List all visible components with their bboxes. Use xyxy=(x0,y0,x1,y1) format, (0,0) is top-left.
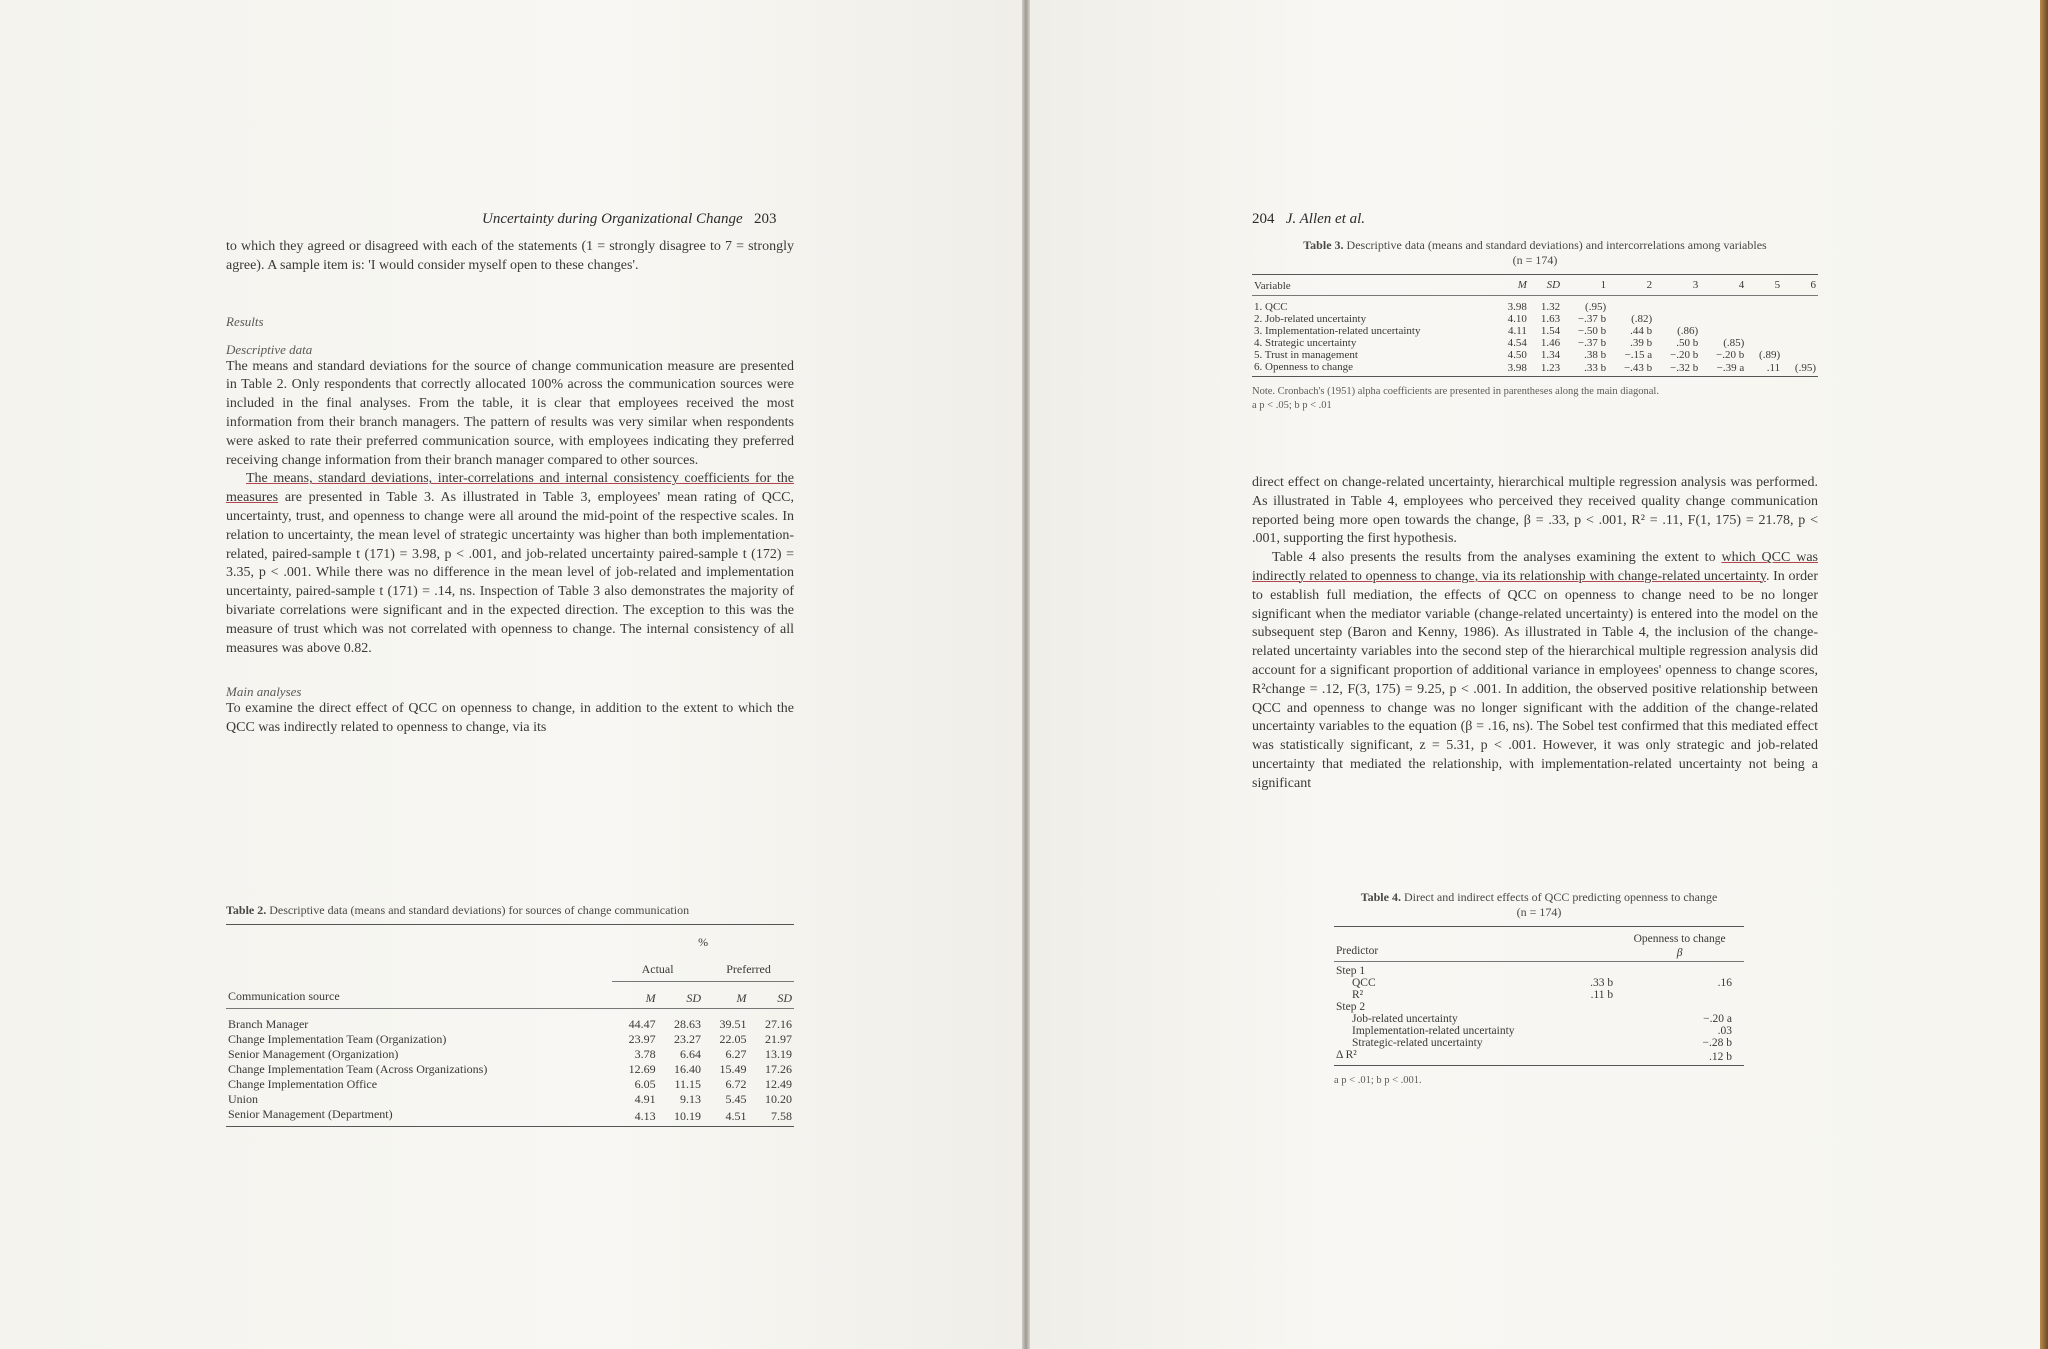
table-row: Job-related uncertainty −.20 a xyxy=(1352,1013,1732,1025)
descriptive-paragraph-2: The means, standard deviations, inter-correlations and internal consistency coefficients for the measures are presented in Table 3. As illustrated in Table 3, employees' mean rating of QCC, uncertainty, trust, and openness to change were all around the mid-point of the respective scales. In relation to uncertainty, the mean level of strategic uncertainty was higher than both implementation-related, paired-sample t (171) = 3.98, p < .001, and job-related uncertainty paired-sample t (172) = 3.35, p < .001. While there was no difference in the mean level of job-related and implementation uncertainty, paired-sample t (171) = .14, ns. Inspection of Table 3 also demonstrates the majority of bivariate correlations were significant and in the expected direction. The exception to this was the measure of trust which was not correlated with openness to change. The internal consistency of all measures was above 0.82. xyxy=(226,471,794,656)
main-analyses-paragraph: To examine the direct effect of QCC on openness to change, in addition to the extent to which the QCC was indirectly related to openness to change, via its xyxy=(226,701,794,736)
group-actual: Actual xyxy=(612,962,703,982)
table-row: Strategic-related uncertainty −.28 b xyxy=(1352,1037,1732,1049)
main-analyses-heading: Main analyses xyxy=(226,684,302,700)
table-3-note: Note. Cronbach's (1951) alpha coefficients are presented in parentheses along the main diagonal. xyxy=(1252,385,1659,397)
book-gutter xyxy=(1022,0,1030,1349)
table-row: Change Implementation Office 6.05 11.15 6.72 12.49 xyxy=(228,1076,792,1091)
left-column xyxy=(226,238,794,738)
table-row: Branch Manager 44.47 28.63 39.51 27.16 xyxy=(228,1016,792,1031)
book-edge xyxy=(2040,0,2048,1349)
results-heading: Results xyxy=(226,313,264,329)
table-4: Table 4. Direct and indirect effects of QCC predicting openness to change (n = 174) Openness to change Predictor β Step 1 QCC .33 b .16 R² .11 b Step 2 Job-related uncertainty −.20 a Implementation-related uncertainty .03 Strategic-related uncertainty −.28 b Δ R² .12 b a p < .01; b p < .001. xyxy=(1334,890,1744,1088)
table-4-significance: a p < .01; b p < .001. xyxy=(1334,1075,1422,1086)
descriptive-heading: Descriptive data xyxy=(226,341,313,357)
table-3-caption: Table 3. Descriptive data (means and standard deviations) and intercorrelations among variables (n = 174) xyxy=(1303,238,1767,267)
table-row: 1. QCC 3.98 1.32 (.95) xyxy=(1254,300,1607,313)
right-paragraph-2: Table 4 also presents the results from the analyses examining the extent to which QCC was indirectly related to openness to change, via its relationship with change-related uncertainty. In order to establish full mediation, the effects of QCC on openness to change need to be no longer significant when the mediator variable (change-related uncertainty) is entered into the model on the subsequent step (Baron and Kenny, 1986). As illustrated in Table 4, the inclusion of the change-related uncertainty variables into the second step of the hierarchical multiple regression analysis did account for a significant proportion of additional variance in employees' openness to change scores, R²change = .12, F(3, 175) = 9.25, p < .001. In addition, the observed positive relationship between QCC and openness to change was no longer significant with the addition of the change-related uncertainty variables to the equation (β = .16, ns). The Sobel test confirmed that this mediated effect was statistically significant, z = 5.31, p < .001. However, it was only strategic and job-related uncertainty that mediated the relationship, with implementation-related uncertainty not being a significant xyxy=(1252,550,1818,791)
table-row: QCC .33 b .16 xyxy=(1352,977,1732,989)
table-row: Implementation-related uncertainty .03 xyxy=(1352,1025,1732,1037)
table-3-significance: a p < .05; b p < .01 xyxy=(1252,399,1332,411)
table-row: 4. Strategic uncertainty 4.54 1.46 −.37 b .39 b .50 b (.85) xyxy=(1254,336,1745,349)
table-row: 6. Openness to change 3.98 1.23 .33 b −.43 b −.32 b −.39 a .11 (.95) xyxy=(1254,360,1816,374)
table-row: Δ R² .12 b xyxy=(1334,1049,1744,1066)
table-row: Union 4.91 9.13 5.45 10.20 xyxy=(228,1091,792,1106)
table-row: Step 1 xyxy=(1336,965,1366,977)
left-running-head: Uncertainty during Organizational Change 203 xyxy=(482,211,777,227)
group-preferred: Preferred xyxy=(703,962,794,982)
table-row: 3. Implementation-related uncertainty 4.11 1.54 −.50 b .44 b (.86) xyxy=(1254,324,1699,337)
table-2: Table 2. Descriptive data (means and standard deviations) for sources of change communication % Actual Preferred Communication source M SD M SD Branch Manager 44.47 28.63 39.51 27.16 Change Implementation Team (Organization) 23.97 23.27 22.05 21.97 Senior Management (Organization) 3.78 6.64 6.27 13.19 Change Implementation Team (Across Organizations) 12.69 16.40 15.49 17.26 Change Implementation Office 6.05 11.15 6.72 12.49 Union 4.91 9.13 5.45 10.20 Senior Management (Department) 4.13 10.19 4.51 7.58 xyxy=(226,903,794,1127)
table-row: 2. Job-related uncertainty 4.10 1.63 −.37 b (.82) xyxy=(1254,312,1653,325)
table-3: Table 3. Descriptive data (means and standard deviations) and intercorrelations among variables (n = 174) Variable M SD 1 2 3 4 5 6 1. QCC 3.98 1.32 (.95) 2. Job-related uncertainty 4.10 1.63 −.37 b (.82) 3. Implementation-related uncertainty 4.11 1.54 −.50 b .44 b (.86) 4. Strategic uncertainty 4.54 1.46 −.37 b .39 b .50 b (.85) 5. Trust in management 4.50 1.34 .38 b −.15 a −.20 b −.20 b (.89) 6. Openness to change 3.98 1.23 .33 b −.43 b −.32 b −.39 a .11 (.95) Note. Cronbach's (1951) alpha coefficients are presented in parentheses along the main diagonal. a p < .05; b p < .01 xyxy=(1252,238,1816,411)
intro-paragraph: to which they agreed or disagreed with each of the statements (1 = strongly disagree to 7 = strongly agree). A sample item is: 'I would consider myself open to these changes'. xyxy=(226,239,794,273)
col-predictor: Predictor xyxy=(1336,944,1379,957)
table-row: Senior Management (Department) 4.13 10.19 4.51 7.58 xyxy=(226,1107,794,1127)
col-outcome: Openness to change xyxy=(1633,932,1726,945)
percent-label: % xyxy=(698,934,709,949)
col-source: Communication source xyxy=(228,989,340,1003)
right-running-head: 204 J. Allen et al. xyxy=(1252,211,1366,227)
table-row: Senior Management (Organization) 3.78 6.64 6.27 13.19 xyxy=(228,1046,792,1061)
right-paragraph-1: direct effect on change-related uncertainty, hierarchical multiple regression analysis was performed. As illustrated in Table 4, employees who perceived they received quality change communication reported being more open towards the change, β = .33, p < .001, R² = .11, F(1, 175) = 21.78, p < .001, supporting the first hypothesis. xyxy=(1252,475,1818,547)
right-column xyxy=(1252,474,1818,794)
table-row: 5. Trust in management 4.50 1.34 .38 b −.15 a −.20 b −.20 b (.89) xyxy=(1254,348,1781,361)
table-4-caption: Table 4. Direct and indirect effects of QCC predicting openness to change (n = 174) xyxy=(1360,890,1718,919)
table-row: Change Implementation Team (Across Organizations) 12.69 16.40 15.49 17.26 xyxy=(228,1061,792,1076)
table-row: Change Implementation Team (Organization) 23.97 23.27 22.05 21.97 xyxy=(228,1031,792,1046)
table-row: Step 2 xyxy=(1336,1001,1366,1013)
underlined-phrase: which QCC was indirectly related to openness to change, via its relationship with change-related uncertainty xyxy=(1252,550,1818,584)
table-row: R² .11 b xyxy=(1352,989,1614,1001)
descriptive-paragraph-1: The means and standard deviations for the source of change communication measure are presented in Table 2. Only respondents that correctly allocated 100% across the communication sources were included in the final analyses. From the table, it is clear that employees received the most information from their branch managers. The pattern of results was very similar when respondents were asked to rate their preferred communication source, with employees indicating they preferred receiving change information from their branch manager compared to other sources. xyxy=(226,358,794,468)
table-2-caption: Table 2. Descriptive data (means and standard deviations) for sources of change communication xyxy=(226,903,690,917)
underlined-phrase: The means, standard deviations, inter-correlations and internal consistency coefficients for the measures xyxy=(226,471,794,506)
